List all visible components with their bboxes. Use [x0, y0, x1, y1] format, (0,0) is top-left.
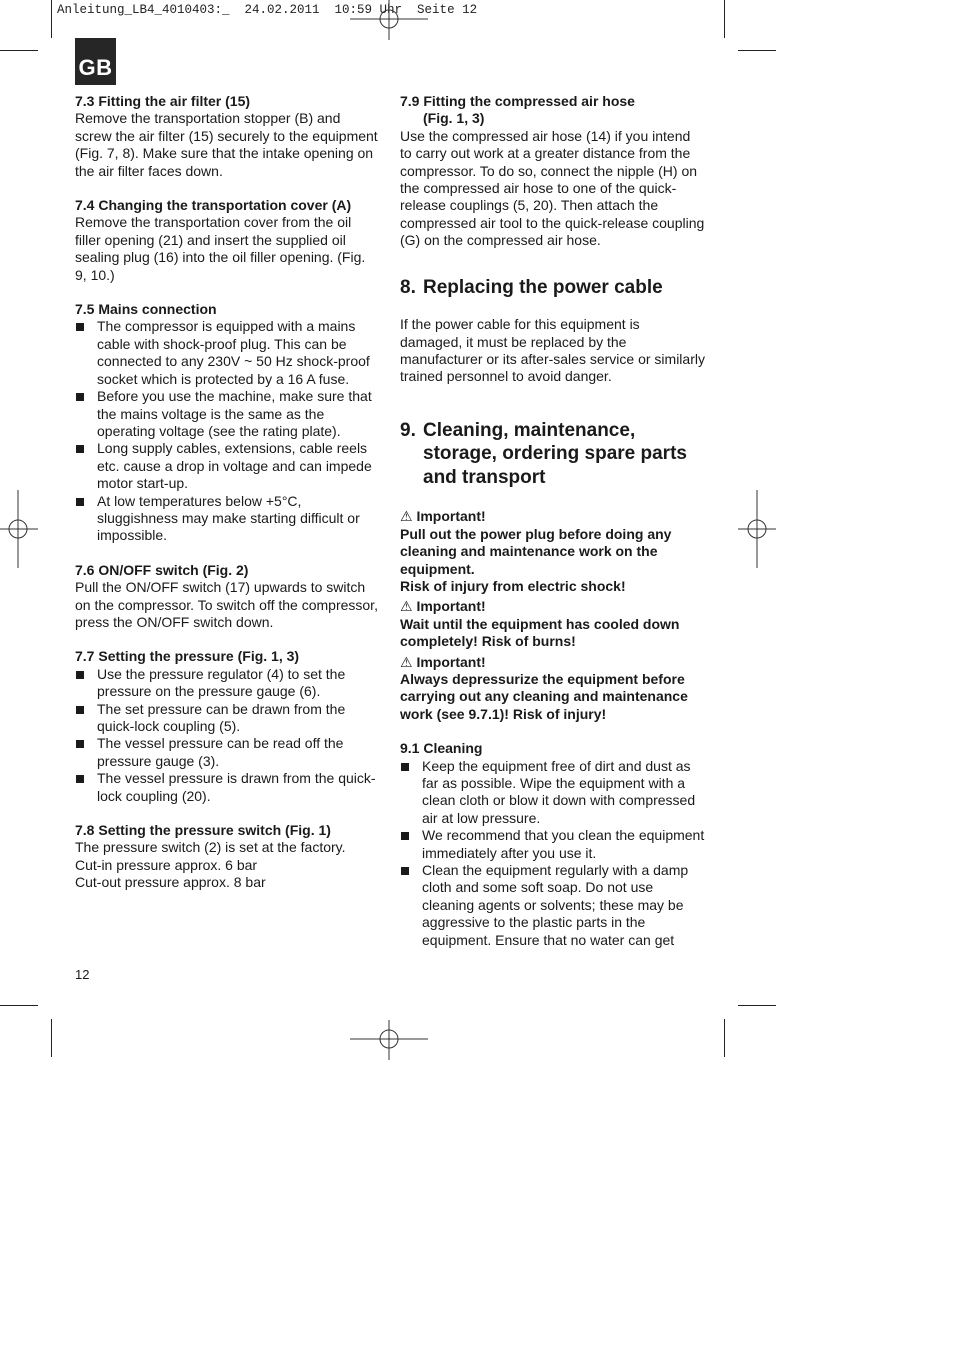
- warning-triangle-icon: ⚠: [400, 598, 413, 615]
- bullet-list: [400, 758, 705, 949]
- warning-triangle-icon: ⚠: [400, 653, 413, 670]
- registration-mark-icon: [738, 490, 776, 568]
- list-item: Keep the equipment free of dirt and dust as far as possible. Wipe the equipment with a clean cloth or blow it down with compressed air at low pressure.: [400, 758, 705, 828]
- warning-title: [400, 598, 705, 615]
- crop-mark: [51, 0, 52, 38]
- chapter-number: 9.: [400, 419, 416, 441]
- language-badge: GB: [75, 38, 116, 85]
- registration-mark-icon: [350, 0, 428, 40]
- section-heading: 7.4 Changing the transportation cover (A): [75, 197, 352, 214]
- list-item: Before you use the machine, make sure that the mains voltage is the same as the operating voltage (see the rating plate).: [75, 388, 380, 440]
- section-heading: 7.5 Mains connection: [75, 301, 217, 318]
- chapter-heading: [400, 419, 705, 490]
- section-7-6: [75, 562, 380, 632]
- section-heading: 7.7 Setting the pressure (Fig. 1, 3): [75, 648, 300, 665]
- list-item: The vessel pressure is drawn from the quick-lock coupling (20).: [75, 770, 380, 805]
- section-heading-figure-ref: (Fig. 1, 3): [423, 110, 485, 127]
- section-7-7: [75, 648, 380, 805]
- section-7-3: [75, 93, 380, 180]
- section-heading: 9.1 Cleaning: [400, 740, 483, 757]
- list-item: At low temperatures below +5°C, sluggishness may make starting difficult or impossible.: [75, 493, 380, 545]
- list-item: Clean the equipment regularly with a damp cloth and some soft soap. Do not use cleaning agents or solvents; these may be aggressive to the plastic parts in the equipment. Ensure that no water can get: [400, 862, 705, 949]
- warning-block: [400, 598, 705, 650]
- warning-triangle-icon: ⚠: [400, 508, 413, 525]
- chapter-8: [400, 276, 705, 386]
- chapter-9: [400, 419, 705, 723]
- registration-mark-icon: [0, 490, 38, 568]
- list-item: Long supply cables, extensions, cable reels etc. cause a drop in voltage and can impede motor start-up.: [75, 440, 380, 492]
- bullet-list: [75, 318, 380, 544]
- page-number: 12: [75, 967, 90, 982]
- section-text: Remove the transportation cover from the oil filler opening (21) and insert the supplied oil sealing plug (16) into the oil filler opening. (Fig. 9, 10.): [75, 214, 366, 283]
- warning-text: Pull out the power plug before doing any cleaning and maintenance work on the equipment.: [400, 525, 672, 577]
- list-item: The vessel pressure can be read off the pressure gauge (3).: [75, 735, 380, 770]
- warning-label: Important!: [416, 508, 486, 525]
- section-7-5: [75, 301, 380, 545]
- right-column: [400, 93, 705, 949]
- warning-label: Important!: [416, 653, 486, 670]
- chapter-heading: [400, 276, 705, 300]
- list-item: We recommend that you clean the equipment immediately after you use it.: [400, 827, 705, 862]
- section-text: Pull the ON/OFF switch (17) upwards to switch on the compressor. To switch off the compressor, press the ON/OFF switch down.: [75, 579, 378, 630]
- section-heading: 7.9 Fitting the compressed air hose: [400, 93, 635, 109]
- bullet-list: [75, 666, 380, 805]
- crop-mark: [738, 1005, 776, 1006]
- crop-mark: [51, 1019, 52, 1057]
- warning-title: [400, 508, 705, 525]
- section-text: If the power cable for this equipment is damaged, it must be replaced by the manufacturer or its after-sales service or similarly trained personnel to avoid danger.: [400, 316, 705, 385]
- crop-mark: [724, 1019, 725, 1057]
- crop-mark: [738, 50, 776, 51]
- section-heading: 7.6 ON/OFF switch (Fig. 2): [75, 561, 249, 578]
- warning-label: Important!: [416, 598, 486, 615]
- print-header: Anleitung_LB4_4010403:_ 24.02.2011 10:59 Uhr Seite 12: [57, 3, 478, 17]
- warning-title: [400, 654, 705, 671]
- warning-text: Wait until the equipment has cooled down completely! Risk of burns!: [400, 615, 680, 650]
- warning-block: [400, 508, 705, 595]
- crop-mark: [0, 50, 38, 51]
- chapter-title: Cleaning, maintenance, storage, ordering spare parts and transport: [423, 419, 687, 488]
- crop-mark: [724, 0, 725, 38]
- registration-mark-icon: [350, 1020, 428, 1060]
- section-text: Cut-in pressure approx. 6 bar: [75, 856, 258, 873]
- section-9-1: [400, 740, 705, 949]
- section-text: The pressure switch (2) is set at the factory.: [75, 839, 346, 856]
- section-text: Cut-out pressure approx. 8 bar: [75, 874, 266, 891]
- warning-text: Always depressurize the equipment before carrying out any cleaning and maintenance work (see 9.7.1)! Risk of injury!: [400, 670, 688, 722]
- chapter-number: 8.: [400, 276, 416, 298]
- section-7-9: [400, 93, 705, 250]
- crop-mark: [0, 1005, 38, 1006]
- chapter-title: Replacing the power cable: [423, 276, 663, 298]
- section-heading: 7.3 Fitting the air filter (15): [75, 93, 251, 109]
- section-text: Remove the transportation stopper (B) and screw the air filter (15) securely to the equipment (Fig. 7, 8). Make sure that the intake opening on the air filter faces down.: [75, 110, 378, 179]
- warning-block: [400, 654, 705, 724]
- section-heading: 7.8 Setting the pressure switch (Fig. 1): [75, 822, 331, 839]
- warning-text: Risk of injury from electric shock!: [400, 577, 626, 594]
- left-column: [75, 93, 380, 909]
- list-item: The compressor is equipped with a mains cable with shock-proof plug. This can be connected to any 230V ~ 50 Hz shock-proof socket which is protected by a 16 A fuse.: [75, 318, 380, 388]
- section-text: Use the compressed air hose (14) if you intend to carry out work at a greater distance from the compressor. To do so, connect the nipple (H) on the compressed air hose to one of the quick-release couplings (5, 20). Then attach the compressed air tool to the quick-release coupling (G) on the compressed air hose.: [400, 127, 705, 249]
- section-7-8: [75, 822, 380, 892]
- section-7-4: [75, 197, 380, 284]
- list-item: The set pressure can be drawn from the quick-lock coupling (5).: [75, 701, 380, 736]
- list-item: Use the pressure regulator (4) to set the pressure on the pressure gauge (6).: [75, 666, 380, 701]
